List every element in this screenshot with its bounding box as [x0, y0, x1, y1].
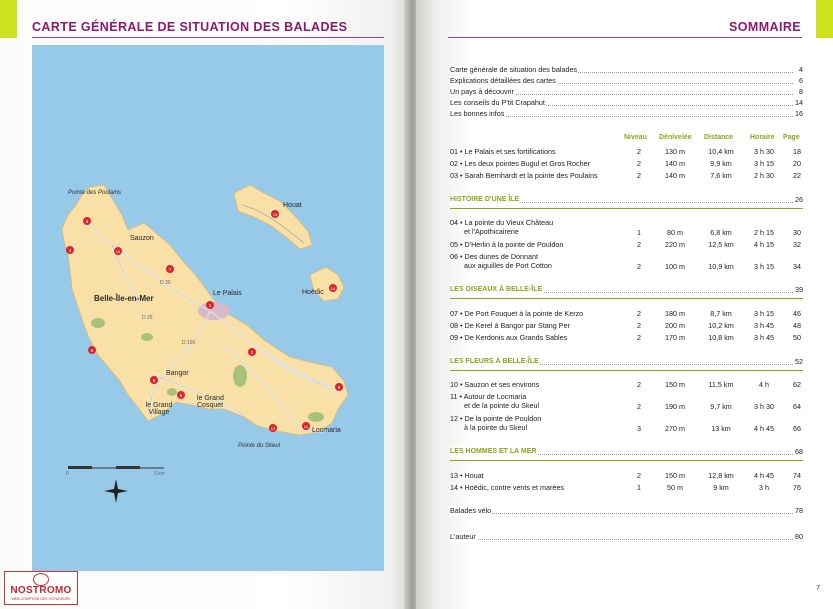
walk-label: 07 • De Port Fouquet à la pointe de Kerzo: [450, 309, 584, 318]
svg-text:10: 10: [115, 249, 121, 254]
walk-label-cont: et l'Apothicairerie: [464, 227, 519, 236]
forest-area: [91, 318, 105, 328]
walk-distance: 13 km: [711, 424, 731, 433]
walk-marker: [269, 424, 277, 432]
walk-denivelee: 150 m: [665, 380, 685, 389]
walk-niveau: 2: [637, 321, 641, 330]
walk-page: 22: [793, 171, 801, 180]
page-number: 7: [816, 585, 820, 592]
label-bangor: Bangor: [166, 370, 189, 377]
walk-label: 14 • Hoëdic, contre vents et marées: [450, 483, 564, 492]
walk-horaire: 3 h 45: [754, 321, 774, 330]
walk-page: 74: [793, 471, 801, 480]
label-le-grand-village: le Grand Village: [145, 402, 173, 416]
svg-text:3: 3: [85, 219, 89, 224]
walk-distance: 10,9 km: [708, 262, 734, 271]
svg-text:11: 11: [303, 424, 309, 429]
walk-label: 09 • De Kerdonis aux Grands Sables: [450, 333, 568, 342]
walk-denivelee: 150 m: [665, 471, 685, 480]
walk-marker: [114, 247, 122, 255]
walk-label-cont: aux aiguilles de Port Cotton: [464, 261, 552, 270]
walk-denivelee: 190 m: [665, 402, 685, 411]
label-pointe-poulains: Pointe des Poulains: [68, 190, 122, 196]
walk-niveau: 1: [637, 228, 641, 237]
section-page: 68: [795, 447, 803, 456]
toc-entry-label: Carte générale de situation des balades: [450, 65, 578, 74]
walk-distance: 7,6 km: [710, 171, 732, 180]
walk-denivelee: 80 m: [667, 228, 683, 237]
walk-denivelee: 270 m: [665, 424, 685, 433]
toc-entry-label: Balades vélo: [450, 506, 492, 515]
walk-horaire: 3 h: [759, 483, 769, 492]
walk-distance: 9,7 km: [710, 402, 732, 411]
walk-denivelee: 140 m: [665, 159, 685, 168]
walk-denivelee: 140 m: [665, 171, 685, 180]
walk-horaire: 3 h 15: [754, 262, 774, 271]
walk-page: 30: [793, 228, 801, 237]
nostromo-logo: [4, 571, 78, 605]
walk-horaire: 3 h 45: [754, 333, 774, 342]
walk-page: 50: [793, 333, 801, 342]
walk-marker: [88, 346, 96, 354]
svg-text:13: 13: [272, 212, 278, 217]
svg-text:1: 1: [208, 303, 212, 308]
section-title: LES FLEURS À BELLE-ÎLE: [450, 358, 539, 365]
walk-distance: 12,8 km: [708, 471, 734, 480]
toc-entry[interactable]: [450, 87, 803, 97]
road-label-d30: D 30: [160, 280, 171, 286]
walk-marker: [271, 210, 279, 218]
scale-bar-segment: [116, 466, 140, 469]
walk-page: 48: [793, 321, 801, 330]
corner-tab-left: [0, 0, 17, 38]
walk-horaire: 2 h 30: [754, 171, 774, 180]
label-houat: Houat: [283, 202, 302, 209]
toc-entry-page: 14: [795, 98, 803, 107]
title-rule: [32, 37, 384, 38]
toc-entry[interactable]: [450, 506, 803, 516]
walk-marker: [66, 246, 74, 254]
scale-start-label: 0: [66, 471, 69, 477]
walk-denivelee: 50 m: [667, 483, 683, 492]
walk-niveau: 2: [637, 333, 641, 342]
section-rule: [450, 370, 803, 371]
walk-page: 62: [793, 380, 801, 389]
section-rule: [450, 298, 803, 299]
toc-entry[interactable]: [450, 98, 803, 108]
walk-niveau: 2: [637, 471, 641, 480]
walk-denivelee: 130 m: [665, 147, 685, 156]
toc-entry-label: Les bonnes infos: [450, 109, 505, 118]
island-map: [32, 45, 384, 571]
walk-horaire: 4 h 45: [754, 471, 774, 480]
walk-label-cont: et de la pointe du Skeul: [464, 401, 540, 410]
svg-text:9: 9: [337, 385, 341, 390]
walk-distance: 10,4 km: [708, 147, 734, 156]
walk-niveau: 2: [637, 402, 641, 411]
walk-page: 18: [793, 147, 801, 156]
walk-denivelee: 100 m: [665, 262, 685, 271]
walk-distance: 10,8 km: [708, 333, 734, 342]
walk-marker: [150, 376, 158, 384]
section-title: HISTOIRE D'UNE ÎLE: [450, 196, 520, 203]
toc-entry-page: 6: [799, 76, 803, 85]
walk-page: 32: [793, 240, 801, 249]
walk-label: 05 • D'Herlin à la pointe de Pouldon: [450, 240, 564, 249]
left-page: [0, 0, 408, 609]
toc-entry-page: 4: [799, 65, 803, 74]
walk-distance: 8,7 km: [710, 309, 732, 318]
map-drawing: [32, 45, 384, 571]
road-label-d25: D 25: [142, 315, 153, 321]
walk-niveau: 2: [637, 240, 641, 249]
label-sauzon: Sauzon: [130, 235, 154, 242]
toc-entry[interactable]: [450, 76, 803, 86]
walk-horaire: 4 h: [759, 380, 769, 389]
walk-page: 64: [793, 402, 801, 411]
walk-niveau: 2: [637, 380, 641, 389]
walk-niveau: 1: [637, 483, 641, 492]
walk-horaire: 3 h 30: [754, 147, 774, 156]
toc-title: SOMMAIRE: [729, 20, 801, 34]
walk-label: 01 • Le Palais et ses fortifications: [450, 147, 556, 156]
walk-marker: [206, 301, 214, 309]
forest-area: [167, 388, 177, 396]
walk-marker: [329, 284, 337, 292]
toc-entry-page: 16: [795, 109, 803, 118]
forest-area: [233, 365, 247, 387]
toc-entry-label: Un pays à découvrir: [450, 87, 514, 96]
toc-title-rule: [448, 37, 802, 38]
svg-text:12: 12: [270, 426, 276, 431]
col-head-distance: Distance: [704, 134, 734, 141]
walk-horaire: 3 h 15: [754, 159, 774, 168]
svg-text:2: 2: [250, 350, 254, 355]
toc-entry[interactable]: [450, 532, 803, 542]
col-head-denivelee: Dénivelée: [659, 134, 692, 141]
label-le-grand-cosquet: le Grand Cosquet: [197, 395, 224, 409]
section-title: LES HOMMES ET LA MER: [450, 448, 537, 455]
walk-label: 13 • Houat: [450, 471, 484, 480]
toc-entry[interactable]: [450, 65, 803, 75]
toc-entry-label: L'auteur: [450, 532, 476, 541]
walk-distance: 6,8 km: [710, 228, 732, 237]
walk-label: 11 • Autour de Locmaria: [450, 392, 527, 401]
forest-area: [141, 333, 153, 341]
svg-text:4: 4: [68, 248, 72, 253]
section-title: LES OISEAUX À BELLE-ÎLE: [450, 286, 543, 293]
walk-label: 04 • La pointe du Vieux Château: [450, 218, 554, 227]
walk-denivelee: 220 m: [665, 240, 685, 249]
walk-distance: 10,2 km: [708, 321, 734, 330]
walk-marker: [302, 422, 310, 430]
svg-text:14: 14: [330, 286, 336, 291]
label-locmaria: Locmaria: [312, 427, 341, 434]
svg-text:7: 7: [168, 267, 172, 272]
forest-area: [308, 412, 324, 422]
toc-entry[interactable]: [450, 109, 803, 119]
walk-label: 12 • De la pointe de Pouldon: [450, 414, 542, 423]
section-page: 39: [795, 285, 803, 294]
label-belle-ile: Belle-Île-en-Mer: [94, 294, 154, 303]
col-head-niveau: Niveau: [624, 134, 647, 141]
walk-marker: [335, 383, 343, 391]
toc-entry-page: 80: [795, 532, 803, 541]
walk-label: 03 • Sarah Bernhardt et la pointe des Poulains: [450, 171, 598, 180]
label-hoedic: Hoëdic: [302, 289, 324, 296]
section-heading[interactable]: [450, 285, 803, 295]
corner-tab-right: [816, 0, 833, 38]
walk-niveau: 2: [637, 171, 641, 180]
walk-horaire: 2 h 15: [754, 228, 774, 237]
walk-denivelee: 200 m: [665, 321, 685, 330]
walk-niveau: 2: [637, 159, 641, 168]
compass-rose-icon: [104, 479, 128, 503]
walk-distance: 9 km: [713, 483, 729, 492]
label-le-palais: Le Palais: [213, 290, 242, 297]
scale-bar-segment: [68, 466, 92, 469]
svg-text:8: 8: [152, 378, 156, 383]
walk-marker: [248, 348, 256, 356]
walk-page: 76: [793, 483, 801, 492]
section-page: 52: [795, 357, 803, 366]
walk-horaire: 3 h 30: [754, 402, 774, 411]
walk-label-cont: à la pointe du Skeul: [464, 423, 528, 432]
section-page: 26: [795, 195, 803, 204]
walk-niveau: 2: [637, 262, 641, 271]
walk-niveau: 3: [637, 424, 641, 433]
walk-page: 34: [793, 262, 801, 271]
section-heading[interactable]: [450, 357, 803, 367]
toc-entry-page: 78: [795, 506, 803, 515]
walk-label: 02 • Les deux pointes Bugul et Gros Rocher: [450, 159, 590, 168]
walk-page: 66: [793, 424, 801, 433]
road-label-d190: D 190: [182, 340, 196, 346]
section-heading[interactable]: [450, 195, 803, 205]
section-heading[interactable]: [450, 447, 803, 457]
walk-niveau: 2: [637, 309, 641, 318]
town-area: [198, 302, 230, 320]
walk-horaire: 4 h 15: [754, 240, 774, 249]
walk-marker: [83, 217, 91, 225]
walk-label: 06 • Des dunes de Donnant: [450, 252, 539, 261]
logo-subtitle: WEB-COMPTOIR DES VOYAGEURS: [11, 597, 71, 601]
walk-marker: [166, 265, 174, 273]
walk-denivelee: 180 m: [665, 309, 685, 318]
svg-text:6: 6: [90, 348, 94, 353]
col-head-horaire: Horaire: [750, 134, 775, 141]
map-page-title: CARTE GÉNÉRALE DE SITUATION DES BALADES: [32, 20, 348, 34]
svg-text:5: 5: [179, 393, 183, 398]
label-pointe-skeul: Pointe du Skeul: [238, 443, 281, 449]
toc-entry-label: Explications détaillées des cartes: [450, 76, 556, 85]
walk-page: 20: [793, 159, 801, 168]
scale-end-label: 5 km: [154, 471, 165, 477]
walk-marker: [177, 391, 185, 399]
walk-distance: 9,9 km: [710, 159, 732, 168]
toc-entry-page: 8: [799, 87, 803, 96]
walk-denivelee: 170 m: [665, 333, 685, 342]
toc-entry-label: Les conseils du P'tit Crapahut: [450, 98, 545, 107]
col-head-page: Page: [783, 134, 800, 141]
walk-label: 10 • Sauzon et ses environs: [450, 380, 540, 389]
walk-niveau: 2: [637, 147, 641, 156]
walk-page: 46: [793, 309, 801, 318]
walk-distance: 12,5 km: [708, 240, 734, 249]
section-rule: [450, 208, 803, 209]
walk-distance: 11,5 km: [708, 380, 734, 389]
walk-horaire: 3 h 15: [754, 309, 774, 318]
logo-name: NOSTROMO: [10, 585, 72, 596]
walk-label: 08 • De Kerel à Bangor par Stang Per: [450, 321, 570, 330]
section-rule: [450, 460, 803, 461]
walk-horaire: 4 h 45: [754, 424, 774, 433]
